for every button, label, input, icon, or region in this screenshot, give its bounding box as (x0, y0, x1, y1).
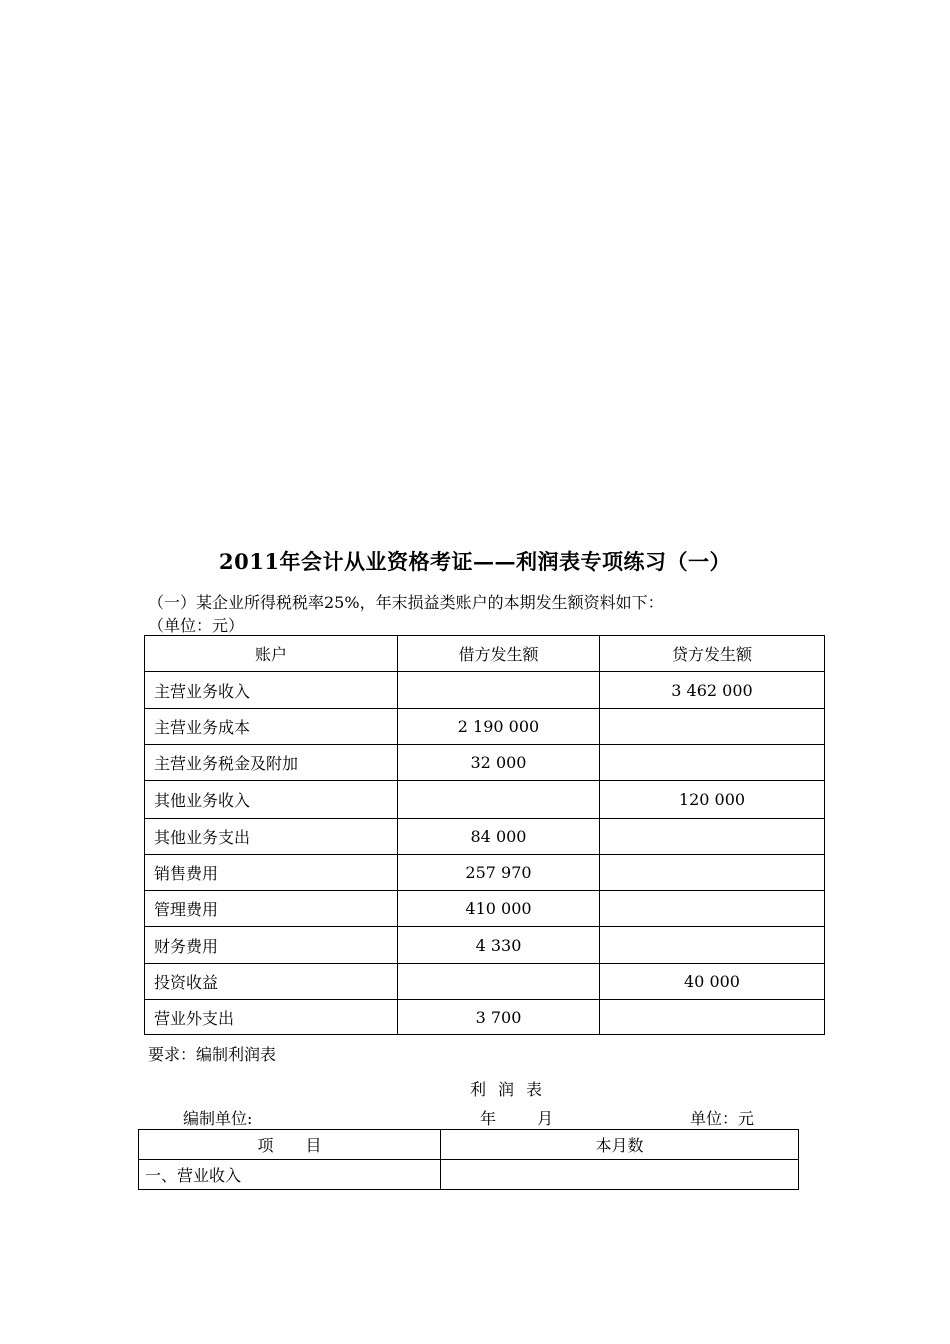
ledger-row (145, 1000, 825, 1035)
year-label: 年 (480, 1109, 497, 1128)
account-cell: 主营业务成本 (145, 709, 398, 745)
header-item: 项 目 (139, 1130, 441, 1160)
account-cell: 其他业务收入 (145, 781, 398, 819)
ledger-row (145, 745, 825, 781)
debit-cell: 257 970 (398, 855, 600, 891)
account-cell: 财务费用 (145, 927, 398, 964)
credit-cell (600, 709, 825, 745)
report-row (139, 1160, 799, 1190)
account-cell: 销售费用 (145, 855, 398, 891)
debit-cell: 3 700 (398, 1000, 600, 1035)
ledger-header-row (145, 636, 825, 672)
ledger-table (144, 635, 825, 1035)
debit-cell (398, 672, 600, 709)
header-debit: 借方发生额 (398, 636, 600, 672)
report-title: 利润表 (470, 1080, 555, 1099)
credit-cell (600, 819, 825, 855)
debit-cell: 2 190 000 (398, 709, 600, 745)
org-label: 编制单位: (183, 1109, 253, 1128)
credit-cell: 3 462 000 (600, 672, 825, 709)
ledger-row (145, 891, 825, 927)
ledger-row (145, 672, 825, 709)
report-table (138, 1129, 799, 1190)
credit-cell (600, 927, 825, 964)
credit-cell: 40 000 (600, 964, 825, 1000)
account-cell: 主营业务税金及附加 (145, 745, 398, 781)
account-cell: 其他业务支出 (145, 819, 398, 855)
ledger-row (145, 964, 825, 1000)
account-cell: 营业外支出 (145, 1000, 398, 1035)
debit-cell: 32 000 (398, 745, 600, 781)
report-item-cell: 一、营业收入 (139, 1160, 441, 1190)
debit-cell: 4 330 (398, 927, 600, 964)
header-month-amount: 本月数 (441, 1130, 799, 1160)
ledger-row (145, 855, 825, 891)
credit-cell (600, 891, 825, 927)
requirement-text: 要求：编制利润表 (148, 1045, 277, 1064)
header-account: 账户 (145, 636, 398, 672)
debit-cell (398, 964, 600, 1000)
ledger-row (145, 927, 825, 964)
credit-cell (600, 745, 825, 781)
report-header-row (139, 1130, 799, 1160)
ledger-row (145, 819, 825, 855)
account-cell: 主营业务收入 (145, 672, 398, 709)
report-value-cell (441, 1160, 799, 1190)
month-label: 月 (537, 1109, 554, 1128)
intro-text: （一）某企业所得税税率25%，年末损益类账户的本期发生额资料如下： (148, 593, 664, 612)
unit-note: （单位：元） (148, 616, 245, 635)
header-credit: 贷方发生额 (600, 636, 825, 672)
debit-cell: 410 000 (398, 891, 600, 927)
account-cell: 管理费用 (145, 891, 398, 927)
credit-cell (600, 1000, 825, 1035)
debit-cell: 84 000 (398, 819, 600, 855)
date-labels (480, 1106, 589, 1129)
credit-cell (600, 855, 825, 891)
ledger-row (145, 781, 825, 819)
debit-cell (398, 781, 600, 819)
credit-cell: 120 000 (600, 781, 825, 819)
account-cell: 投资收益 (145, 964, 398, 1000)
report-unit-label: 单位：元 (690, 1109, 755, 1128)
ledger-row (145, 709, 825, 745)
document-title: 2011年会计从业资格考证——利润表专项练习（一） (219, 549, 731, 574)
